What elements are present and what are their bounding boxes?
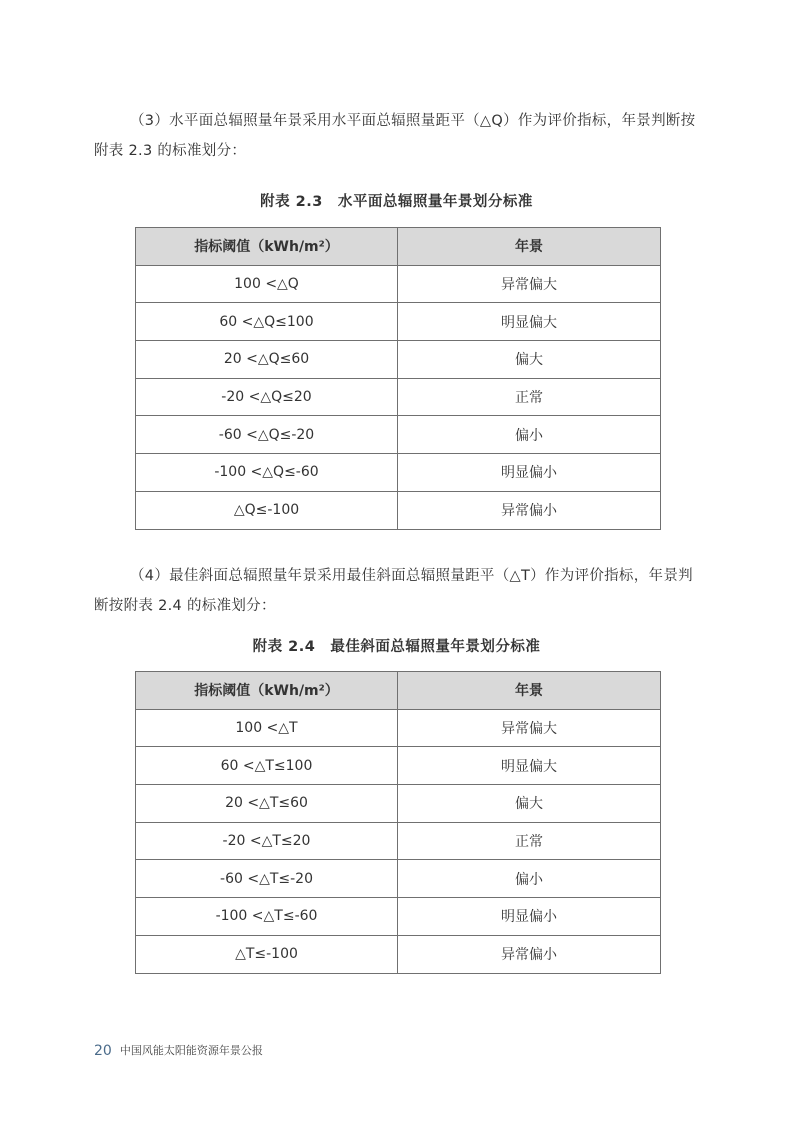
year-level-cell: 异常偏小 bbox=[398, 491, 661, 529]
table-row bbox=[136, 898, 661, 936]
year-level-cell: 异常偏大 bbox=[398, 709, 661, 747]
table-row bbox=[136, 785, 661, 823]
table-2-4 bbox=[135, 671, 661, 974]
year-level-cell: 明显偏大 bbox=[398, 747, 661, 785]
threshold-cell: -60 <△T≤-20 bbox=[136, 860, 398, 898]
year-level-cell: 偏大 bbox=[398, 341, 661, 379]
table-row bbox=[136, 822, 661, 860]
threshold-cell: △T≤-100 bbox=[136, 935, 398, 973]
table-row bbox=[136, 378, 661, 416]
table-2-4-caption: 附表 2.4 最佳斜面总辐照量年景划分标准 bbox=[252, 639, 541, 655]
threshold-cell: 100 <△T bbox=[136, 709, 398, 747]
column-header-year-level: 年景 bbox=[398, 228, 661, 266]
paragraph-section-3: （3）水平面总辐照量年景采用水平面总辐照量距平（△Q）作为评价指标，年景判断按附表 2.3 的标准划分： bbox=[94, 113, 696, 159]
column-header-threshold: 指标阈值（kWh/m²） bbox=[136, 672, 398, 710]
year-level-cell: 明显偏小 bbox=[398, 898, 661, 936]
threshold-cell: -20 <△T≤20 bbox=[136, 822, 398, 860]
threshold-cell: △Q≤-100 bbox=[136, 491, 398, 529]
year-level-cell: 明显偏大 bbox=[398, 303, 661, 341]
year-level-cell: 偏小 bbox=[398, 416, 661, 454]
table-2-3 bbox=[135, 227, 661, 530]
threshold-cell: -60 <△Q≤-20 bbox=[136, 416, 398, 454]
year-level-cell: 正常 bbox=[398, 822, 661, 860]
paragraph-section-4: （4）最佳斜面总辐照量年景采用最佳斜面总辐照量距平（△T）作为评价指标，年景判断按附表 2.4 的标准划分： bbox=[94, 568, 693, 614]
threshold-cell: 100 <△Q bbox=[136, 265, 398, 303]
table-row bbox=[136, 491, 661, 529]
year-level-cell: 偏小 bbox=[398, 860, 661, 898]
threshold-cell: 20 <△Q≤60 bbox=[136, 341, 398, 379]
year-level-cell: 正常 bbox=[398, 378, 661, 416]
threshold-cell: -100 <△T≤-60 bbox=[136, 898, 398, 936]
column-header-year-level: 年景 bbox=[398, 672, 661, 710]
table-row bbox=[136, 747, 661, 785]
column-header-threshold: 指标阈值（kWh/m²） bbox=[136, 228, 398, 266]
page-number: 20 bbox=[94, 1043, 112, 1059]
threshold-cell: 20 <△T≤60 bbox=[136, 785, 398, 823]
year-level-cell: 明显偏小 bbox=[398, 454, 661, 492]
page-footer bbox=[94, 1042, 263, 1059]
publication-title: 中国风能太阳能资源年景公报 bbox=[119, 1044, 263, 1057]
table-row bbox=[136, 860, 661, 898]
threshold-cell: 60 <△Q≤100 bbox=[136, 303, 398, 341]
threshold-cell: 60 <△T≤100 bbox=[136, 747, 398, 785]
table-header-row bbox=[136, 672, 661, 710]
table-row bbox=[136, 265, 661, 303]
table-header-row bbox=[136, 228, 661, 266]
threshold-cell: -20 <△Q≤20 bbox=[136, 378, 398, 416]
table-row bbox=[136, 303, 661, 341]
table-row bbox=[136, 341, 661, 379]
threshold-cell: -100 <△Q≤-60 bbox=[136, 454, 398, 492]
year-level-cell: 偏大 bbox=[398, 785, 661, 823]
table-row bbox=[136, 454, 661, 492]
year-level-cell: 异常偏小 bbox=[398, 935, 661, 973]
year-level-cell: 异常偏大 bbox=[398, 265, 661, 303]
table-row bbox=[136, 935, 661, 973]
table-row bbox=[136, 416, 661, 454]
table-2-3-caption: 附表 2.3 水平面总辐照量年景划分标准 bbox=[260, 194, 533, 210]
table-row bbox=[136, 709, 661, 747]
